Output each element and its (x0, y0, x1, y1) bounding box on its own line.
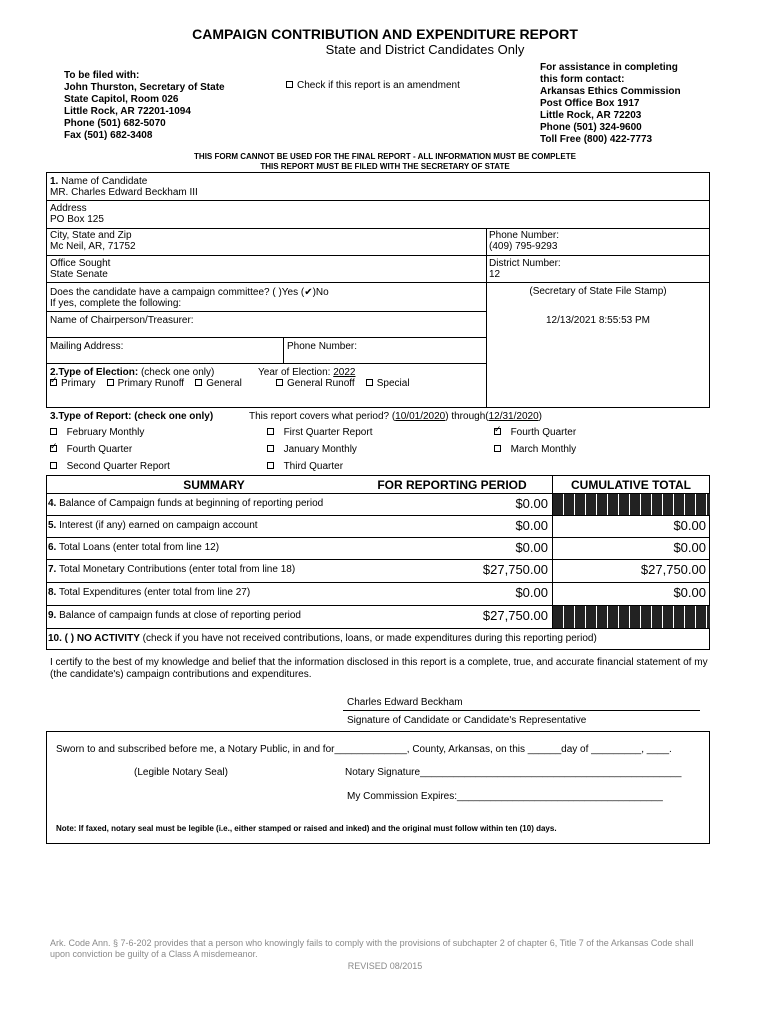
committee-phone-label: Phone Number: (287, 341, 358, 352)
report-option-checkbox[interactable] (267, 462, 274, 469)
address-value: PO Box 125 (50, 214, 104, 225)
assistance-line: Arkansas Ethics Commission (540, 86, 681, 97)
summary-row-period: $0.00 (515, 540, 548, 555)
summary-row-period: $27,750.00 (482, 562, 548, 577)
amendment-checkbox[interactable] (286, 81, 293, 88)
file-with-line: Phone (501) 682-5070 (64, 118, 166, 129)
file-stamp-label: (Secretary of State File Stamp) (529, 286, 667, 297)
summary-row-label: 7. Total Monetary Contributions (enter total from line 18) (48, 564, 296, 575)
no-activity-row[interactable]: 10. ( ) NO ACTIVITY (check if you have not received contributions, loans, or made expenditures during this reporting period) (48, 633, 597, 644)
assistance-line: Phone (501) 324-9600 (540, 122, 642, 133)
special-checkbox[interactable] (366, 379, 373, 386)
primary-checkbox[interactable] (50, 379, 57, 386)
warning-line-2: THIS REPORT MUST BE FILED WITH THE SECRETARY OF STATE (260, 162, 510, 171)
warning-line-1: THIS FORM CANNOT BE USED FOR THE FINAL REPORT - ALL INFORMATION MUST BE COMPLETE (194, 152, 576, 161)
summary-row-period: $27,750.00 (482, 608, 548, 623)
summary-row-label: 5. Interest (if any) earned on campaign account (48, 520, 258, 531)
office-label: Office Sought (50, 258, 111, 269)
report-option-checkbox[interactable] (50, 445, 57, 452)
city-value: Mc Neil, AR, 71752 (50, 241, 136, 252)
shaded-cell (553, 494, 710, 515)
election-options-row: ✓Primary Primary Runoff General (50, 378, 242, 390)
file-with-line: Little Rock, AR 72201-1094 (64, 106, 191, 117)
file-with-block (64, 70, 225, 142)
summary-row-label: 6. Total Loans (enter total from line 12) (48, 542, 220, 553)
city-label: City, State and Zip (50, 230, 132, 241)
file-with-line: John Thurston, Secretary of State (64, 82, 225, 93)
election-type-label: 2.Type of Election: (check one only) (50, 367, 215, 378)
election-options-row-2: General Runoff Special (276, 378, 410, 390)
report-option-checkbox[interactable] (267, 428, 274, 435)
committee-note: If yes, complete the following: (50, 298, 182, 309)
election-year-label: Year of Election: 2022 (258, 367, 356, 378)
summary-row-cumulative: $0.00 (673, 585, 706, 600)
summary-row-label: 9. Balance of campaign funds at close of reporting period (48, 610, 301, 621)
assistance-line: Toll Free (800) 422-7773 (540, 134, 653, 145)
report-option-checkbox[interactable] (494, 428, 501, 435)
summary-row-cumulative: $0.00 (673, 518, 706, 533)
file-with-line: State Capitol, Room 026 (64, 94, 179, 105)
report-option[interactable]: Third Quarter (267, 461, 343, 473)
commission-expires: My Commission Expires:_____________________________________ (347, 791, 663, 802)
revised-date: REVISED 08/2015 (347, 961, 423, 971)
assistance-line: For assistance in completing (540, 62, 678, 73)
assistance-line: Little Rock, AR 72203 (540, 110, 642, 121)
amendment-checkbox-row[interactable] (286, 80, 460, 92)
report-option-checkbox[interactable] (494, 445, 501, 452)
district-label: District Number: (489, 258, 561, 269)
mailing-address-label: Mailing Address: (50, 341, 124, 352)
assistance-block (540, 62, 681, 146)
phone-label: Phone Number: (489, 230, 560, 241)
general-checkbox[interactable] (195, 379, 202, 386)
summary-row-period: $0.00 (515, 518, 548, 533)
address-label: Address (50, 203, 87, 214)
assistance-line: Post Office Box 1917 (540, 98, 640, 109)
report-option[interactable]: ✓ Fourth Quarter (50, 444, 132, 456)
phone-value: (409) 795-9293 (489, 241, 558, 252)
summary-row-period: $0.00 (515, 496, 548, 511)
committee-question: Does the candidate have a campaign committee? ( )Yes (✔)No (50, 287, 329, 298)
report-option[interactable]: First Quarter Report (267, 427, 372, 439)
summary-row-label: 4. Balance of Campaign funds at beginning of reporting period (48, 498, 324, 509)
signer-name: Charles Edward Beckham (347, 697, 463, 708)
file-with-line: To be filed with: (64, 70, 140, 81)
period-header: FOR REPORTING PERIOD (377, 478, 527, 492)
report-option[interactable]: ✓ Fourth Quarter (494, 427, 576, 439)
report-type-label: 3.Type of Report: (check one only) (50, 411, 214, 422)
election-year: 2022 (333, 367, 356, 378)
form-subtitle: State and District Candidates Only (325, 42, 525, 57)
summary-row-cumulative: $27,750.00 (640, 562, 706, 577)
shaded-cell (553, 606, 710, 628)
candidate-name: MR. Charles Edward Beckham III (50, 187, 198, 198)
report-option[interactable]: March Monthly (494, 444, 576, 456)
statute-note: Ark. Code Ann. § 7-6-202 provides that a person who knowingly fails to comply with the provisions of subchapter 2 of chapter 6, Title 7 of the Arkansas Code shall upon conviction be guilty of a Class A misdemeanor. (50, 938, 694, 959)
report-option[interactable]: February Monthly (50, 427, 144, 439)
certification-text: I certify to the best of my knowledge and belief that the information disclosed in this report is a complete, true, and accurate financial statement of my (the candidate's) campaign contributions and expenditures. (50, 657, 708, 680)
office-value: State Senate (50, 269, 108, 280)
summary-row-label: 8. Total Expenditures (enter total from line 27) (48, 587, 251, 598)
summary-row-period: $0.00 (515, 585, 548, 600)
report-option-checkbox[interactable] (50, 428, 57, 435)
chairperson-label: Name of Chairperson/Treasurer: (50, 315, 194, 326)
report-option-checkbox[interactable] (50, 462, 57, 469)
general-runoff-checkbox[interactable] (276, 379, 283, 386)
notary-sworn: Sworn to and subscribed before me, a Notary Public, in and for_____________, County, Arkansas, on this ______day of _________, ____. (56, 744, 672, 755)
summary-header: SUMMARY (183, 478, 245, 492)
notary-seal: (Legible Notary Seal) (134, 767, 228, 778)
report-period: This report covers what period? (10/01/2020) through(12/31/2020) (249, 411, 542, 422)
report-option[interactable]: Second Quarter Report (50, 461, 170, 473)
report-option-checkbox[interactable] (267, 445, 274, 452)
form-title: CAMPAIGN CONTRIBUTION AND EXPENDITURE REPORT (192, 26, 578, 42)
district-value: 12 (489, 269, 501, 280)
amendment-label: Check if this report is an amendment (297, 80, 460, 91)
notary-signature: Notary Signature_______________________________________________ (345, 767, 682, 778)
candidate-name-label: 1. Name of Candidate (50, 176, 148, 187)
summary-row-cumulative: $0.00 (673, 540, 706, 555)
assistance-line: this form contact: (540, 74, 625, 85)
notary-note: Note: If faxed, notary seal must be legible (i.e., either stamped or raised and inked) and the original must follow within ten (10) days. (56, 824, 557, 833)
report-option[interactable]: January Monthly (267, 444, 357, 456)
file-with-line: Fax (501) 682-3408 (64, 130, 153, 141)
file-stamp-datetime: 12/13/2021 8:55:53 PM (546, 315, 650, 326)
primary-runoff-checkbox[interactable] (107, 379, 114, 386)
signature-label: Signature of Candidate or Candidate's Representative (347, 715, 587, 726)
cumulative-header: CUMULATIVE TOTAL (571, 478, 691, 492)
